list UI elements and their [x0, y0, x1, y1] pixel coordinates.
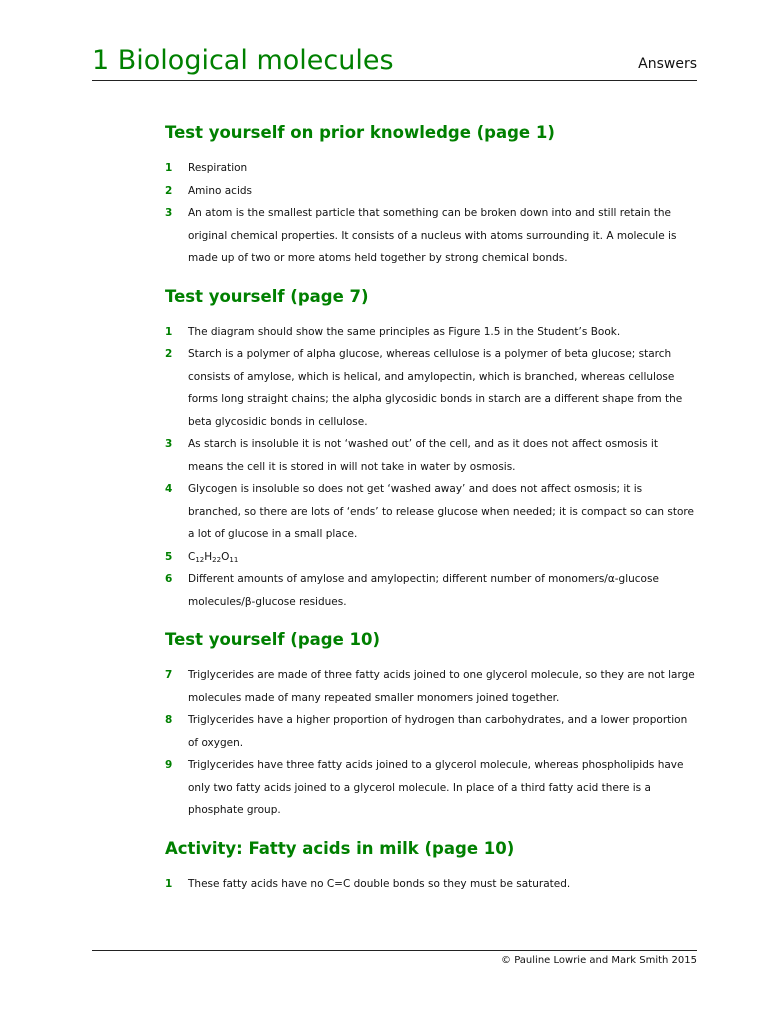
page-header — [92, 44, 697, 81]
section-heading: Test yourself (page 10) — [165, 630, 381, 649]
answer-item — [165, 664, 695, 709]
answer-item — [165, 433, 695, 478]
answer-item — [165, 546, 695, 569]
answer-item — [165, 180, 695, 203]
answer-number: 4 — [165, 483, 173, 495]
answer-number: 6 — [165, 573, 173, 585]
answer-item — [165, 568, 695, 613]
formula-oxygen: O — [221, 550, 230, 563]
section-activity-fatty-acids — [165, 838, 695, 896]
answers-content — [165, 122, 695, 911]
page-title: 1 Biological molecules — [92, 45, 394, 76]
answer-item — [165, 202, 695, 270]
answer-number: 5 — [165, 550, 173, 563]
formula-carbon-count: 12 — [195, 555, 205, 564]
answer-number: 7 — [165, 669, 173, 681]
section-heading: Activity: Fatty acids in milk (page 10) — [165, 838, 515, 858]
formula-hydrogen-count: 22 — [212, 555, 222, 564]
section-heading: Test yourself (page 7) — [165, 286, 369, 306]
answer-number: 8 — [165, 714, 173, 726]
answer-item — [165, 157, 695, 180]
answer-text: Amino acids — [188, 184, 253, 197]
section-test-yourself-page-7 — [165, 286, 695, 614]
formula-oxygen-count: 11 — [229, 555, 239, 564]
answer-item — [165, 873, 695, 896]
copyright-text: © Pauline Lowrie and Mark Smith 2015 — [501, 955, 697, 966]
answer-number: 1 — [165, 877, 173, 890]
formula-carbon: C — [188, 550, 196, 563]
answer-text: Triglycerides have a higher proportion of hydrogen than carbohydrates, and a lower proportion of oxygen. — [188, 714, 688, 749]
answer-item — [165, 754, 695, 822]
page-footer — [92, 950, 697, 971]
section-heading: Test yourself on prior knowledge (page 1) — [165, 123, 555, 142]
answer-item — [165, 709, 695, 754]
answer-number: 3 — [165, 438, 173, 450]
answer-text: The diagram should show the same principles as Figure 1.5 in the Student’s Book. — [188, 325, 621, 338]
answer-text: An atom is the smallest particle that something can be broken down into and still retain the original chemical properties. It consists of a nucleus with atoms surrounding it. A molecule is made up of two or more atoms held together by strong chemical bonds. — [188, 207, 677, 264]
answer-number: 9 — [165, 759, 173, 771]
answer-text: These fatty acids have no C=C double bonds so they must be saturated. — [188, 877, 571, 890]
answer-text: Triglycerides are made of three fatty acids joined to one glycerol molecule, so they are not large molecules made of many repeated smaller monomers joined together. — [188, 669, 695, 704]
answer-text: As starch is insoluble it is not ‘washed out’ of the cell, and as it does not affect osmosis it means the cell it is stored in will not take in water by osmosis. — [188, 438, 658, 473]
answer-text: Respiration — [188, 162, 248, 174]
chemical-formula — [188, 546, 695, 569]
section-prior-knowledge — [165, 122, 695, 270]
answer-number: 1 — [165, 325, 173, 338]
formula-hydrogen: H — [204, 550, 213, 563]
answer-text: Starch is a polymer of alpha glucose, whereas cellulose is a polymer of beta glucose; starch consists of amylose, which is helical, and amylopectin, which is branched, whereas cellulose forms long straight chains; the alpha glycosidic bonds in starch are a different shape from the beta glycosidic bonds in cellulose. — [188, 348, 683, 428]
answer-number: 2 — [165, 348, 173, 360]
answer-item — [165, 478, 695, 546]
answer-text: Triglycerides have three fatty acids joined to a glycerol molecule, whereas phospholipids have only two fatty acids joined to a glycerol molecule. In place of a third fatty acid there is a phosphate group. — [188, 759, 684, 816]
answer-text: Glycogen is insoluble so does not get ‘washed away’ and does not affect osmosis; it is branched, so there are lots of ‘ends’ to release glucose when needed; it is compact so can store a lot of glucose in a small place. — [188, 483, 694, 540]
answer-number: 2 — [165, 184, 173, 197]
section-test-yourself-page-10 — [165, 629, 695, 822]
answer-item — [165, 343, 695, 433]
answer-item — [165, 321, 695, 344]
answer-number: 1 — [165, 162, 173, 174]
answer-text: Different amounts of amylose and amylopectin; different number of monomers/α-glucose molecules/β-glucose residues. — [188, 573, 659, 608]
answers-label: Answers — [638, 56, 697, 72]
answer-number: 3 — [165, 207, 173, 219]
